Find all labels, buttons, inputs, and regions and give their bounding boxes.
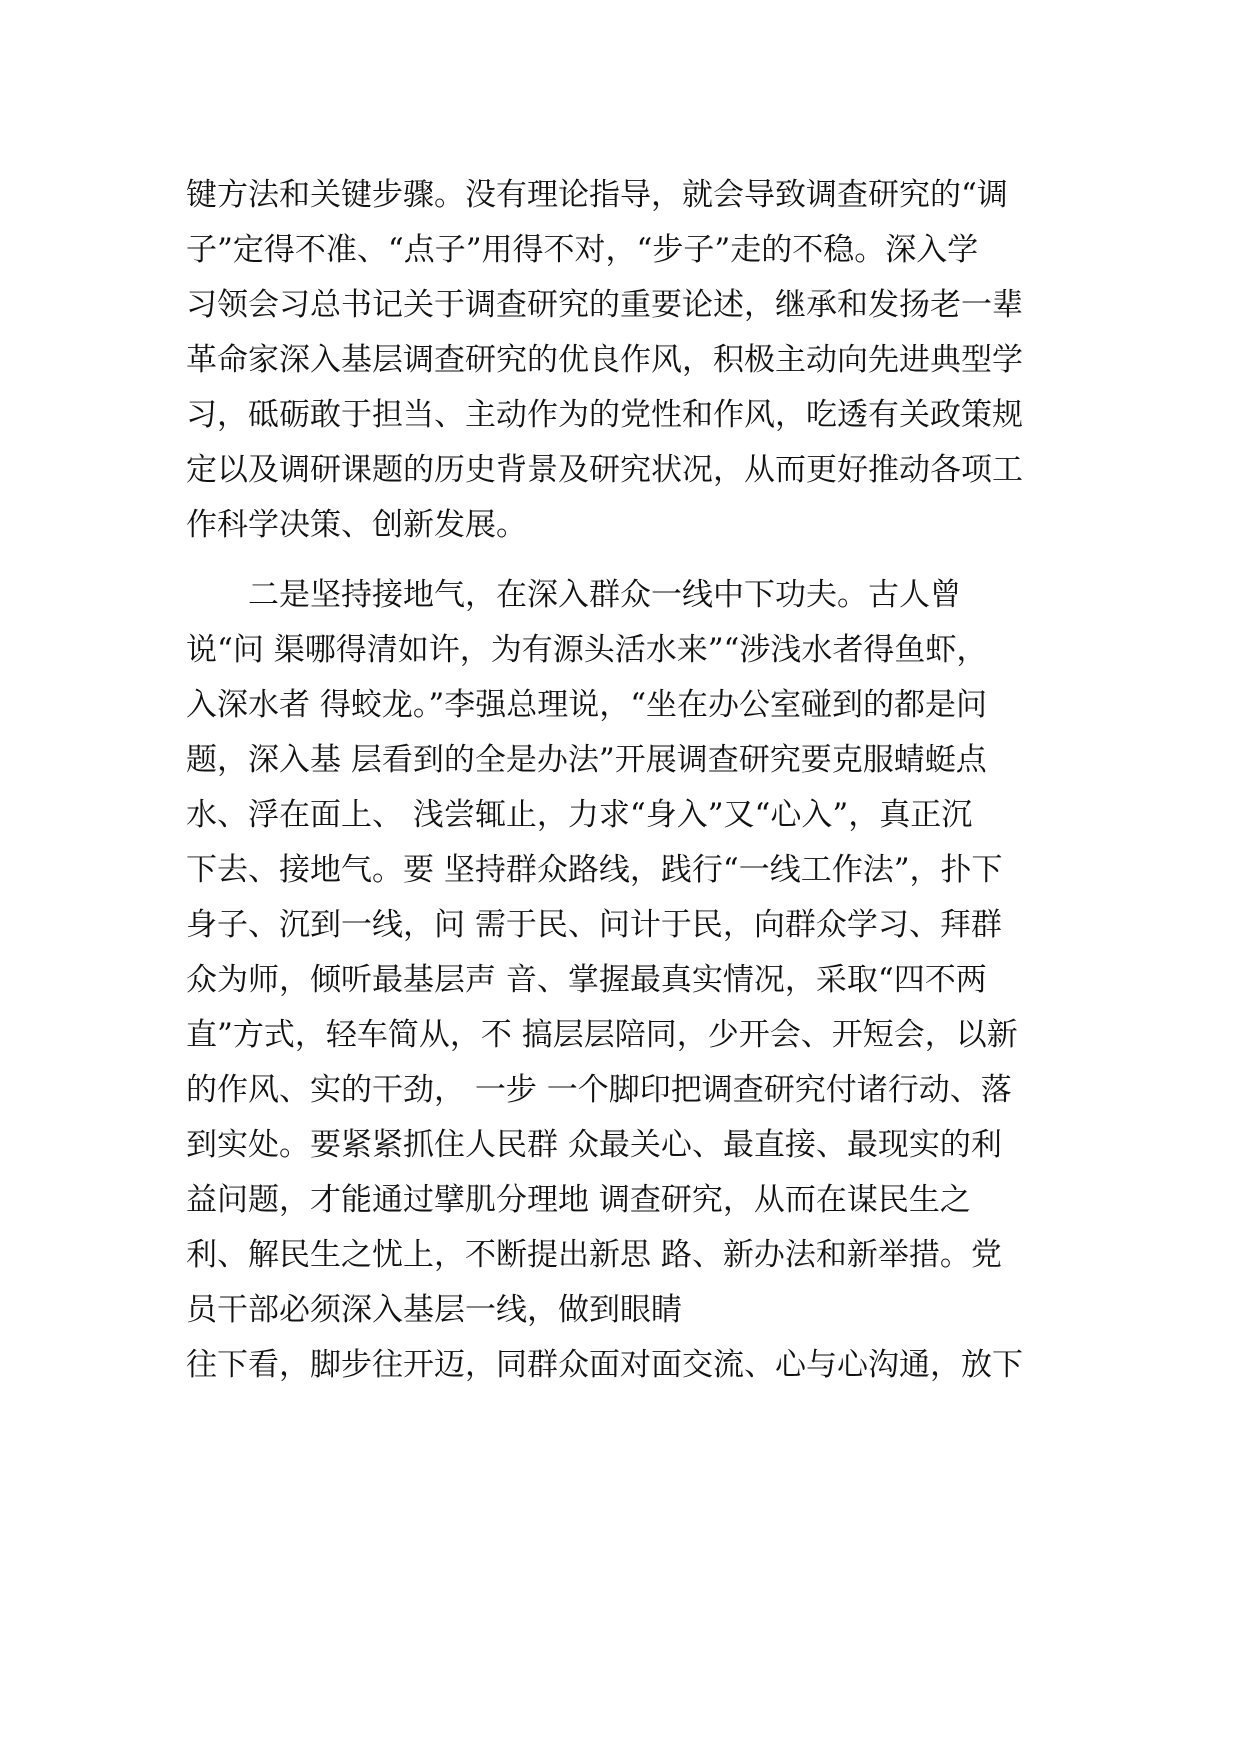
text-line: 水、浮在面上、 浅尝辄止，力求“身入”又“心入”，真正沉 bbox=[186, 797, 973, 833]
text-line: 往下看，脚步往开迈，同群众面对面交流、心与心沟通，放下 bbox=[186, 1347, 1023, 1383]
text-line: 作科学决策、创新发展。 bbox=[186, 507, 527, 543]
text-line: 革命家深入基层调查研究的优良作风，积极主动向先进典型学 bbox=[186, 342, 1023, 378]
text-line: 员干部必须深入基层一线，做到眼睛 bbox=[186, 1292, 682, 1328]
text-line: 到实处。要紧紧抓住人民群 众最关心、最直接、最现实的利 bbox=[186, 1127, 1002, 1163]
text-line: 身子、沉到一线，问 需于民、问计于民，向群众学习、拜群 bbox=[186, 907, 1002, 943]
text-line: 题，深入基 层看到的全是办法”开展调查研究要克服蜻蜓点 bbox=[186, 742, 987, 778]
text-line: 子”定得不准、“点子”用得不对，“步子”走的不稳。深入学 bbox=[186, 232, 979, 268]
text-line: 习领会习总书记关于调查研究的重要论述，继承和发扬老一辈 bbox=[186, 287, 1023, 323]
text-line: 习，砥砺敢于担当、主动作为的党性和作风，吃透有关政策规 bbox=[186, 397, 1023, 433]
text-line: 直”方式，轻车简从，不 搞层层陪同，少开会、开短会，以新 bbox=[186, 1017, 1018, 1053]
text-line: 下去、接地气。要 坚持群众路线，践行“一线工作法”，扑下 bbox=[186, 852, 1003, 888]
text-line: 的作风、实的干劲， 一步 一个脚印把调查研究付诸行动、落 bbox=[186, 1072, 1012, 1108]
text-line: 利、解民生之忧上，不断提出新思 路、新办法和新举措。党 bbox=[186, 1237, 1002, 1273]
text-line: 入深水者 得蛟龙。”李强总理说，“坐在办公室碰到的都是问 bbox=[186, 687, 988, 723]
text-line: 定以及调研课题的历史背景及研究状况，从而更好推动各项工 bbox=[186, 452, 1023, 488]
paragraph-first-line: 二是坚持接地气，在深入群众一线中下功夫。古人曾 bbox=[248, 577, 961, 613]
text-line: 键方法和关键步骤。没有理论指导，就会导致调查研究的“调 bbox=[186, 177, 1008, 213]
text-line: 说“问 渠哪得清如许，为有源头活水来”“涉浅水者得鱼虾， bbox=[186, 632, 988, 668]
text-line: 众为师，倾听最基层声 音、掌握最真实情况，采取“四不两 bbox=[186, 962, 987, 998]
text-line: 益问题，才能通过擘肌分理地 调查研究，从而在谋民生之 bbox=[186, 1182, 971, 1218]
